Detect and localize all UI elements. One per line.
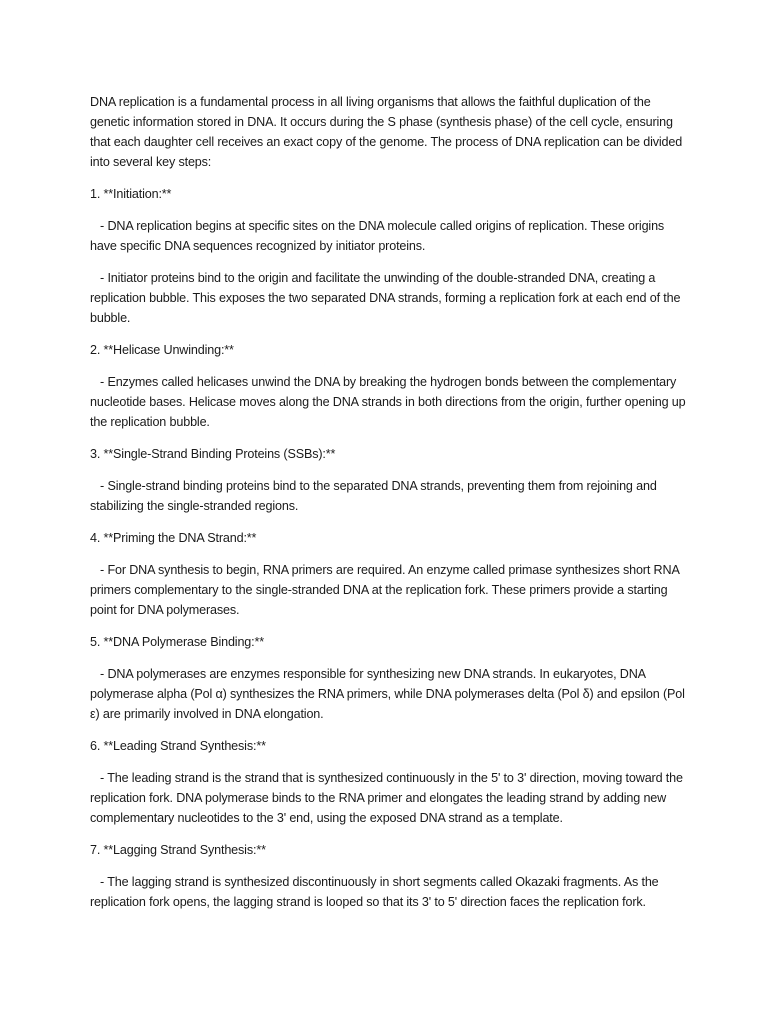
step-1-point-1: - DNA replication begins at specific sites on the DNA molecule called origins of replication. These origins have specific DNA sequences recognized by initiator proteins.	[90, 219, 668, 253]
step-2-point-1: - Enzymes called helicases unwind the DNA by breaking the hydrogen bonds between the complementary nucleotide bases. Helicase moves along the DNA strands in both directions from the origin, further opening up the replication bubble.	[90, 375, 689, 429]
step-1-heading: 1. **Initiation:**	[90, 187, 172, 201]
step-6-heading: 6. **Leading Strand Synthesis:**	[90, 739, 266, 753]
step-6-point-1: - The leading strand is the strand that is synthesized continuously in the 5' to 3' direction, moving toward the replication fork. DNA polymerase binds to the RNA primer and elongates the leading strand by adding new complementary nucleotides to the 3' end, using the exposed DNA strand as a template.	[90, 771, 687, 825]
step-7-point-1: - The lagging strand is synthesized discontinuously in short segments called Okazaki fragments. As the replication fork opens, the lagging strand is looped so that its 3' to 5' direction faces the replication fork.	[90, 875, 662, 909]
step-3-point-1: - Single-strand binding proteins bind to the separated DNA strands, preventing them from rejoining and stabilizing the single-stranded regions.	[90, 479, 661, 513]
step-4-point-1: - For DNA synthesis to begin, RNA primers are required. An enzyme called primase synthesizes short RNA primers complementary to the single-stranded DNA at the replication fork. These primers provide a starting point for DNA polymerases.	[90, 563, 683, 617]
step-3-heading: 3. **Single-Strand Binding Proteins (SSBs):**	[90, 447, 336, 461]
document-body	[90, 92, 690, 924]
step-2-heading: 2. **Helicase Unwinding:**	[90, 343, 234, 357]
intro-paragraph: DNA replication is a fundamental process in all living organisms that allows the faithful duplication of the genetic information stored in DNA. It occurs during the S phase (synthesis phase) of the cell cycle, ensuring that each daughter cell receives an exact copy of the genome. The process of DNA replication can be divided into several key steps:	[90, 95, 686, 169]
step-5-point-1: - DNA polymerases are enzymes responsible for synthesizing new DNA strands. In eukaryotes, DNA polymerase alpha (Pol α) synthesizes the RNA primers, while DNA polymerases delta (Pol δ) and epsilon (Pol ε) are primarily involved in DNA elongation.	[90, 667, 689, 721]
step-4-heading: 4. **Priming the DNA Strand:**	[90, 531, 257, 545]
step-1-point-2: - Initiator proteins bind to the origin and facilitate the unwinding of the double-stranded DNA, creating a replication bubble. This exposes the two separated DNA strands, forming a replication fork at each end of the bubble.	[90, 271, 684, 325]
step-7-heading: 7. **Lagging Strand Synthesis:**	[90, 843, 266, 857]
step-5-heading: 5. **DNA Polymerase Binding:**	[90, 635, 265, 649]
